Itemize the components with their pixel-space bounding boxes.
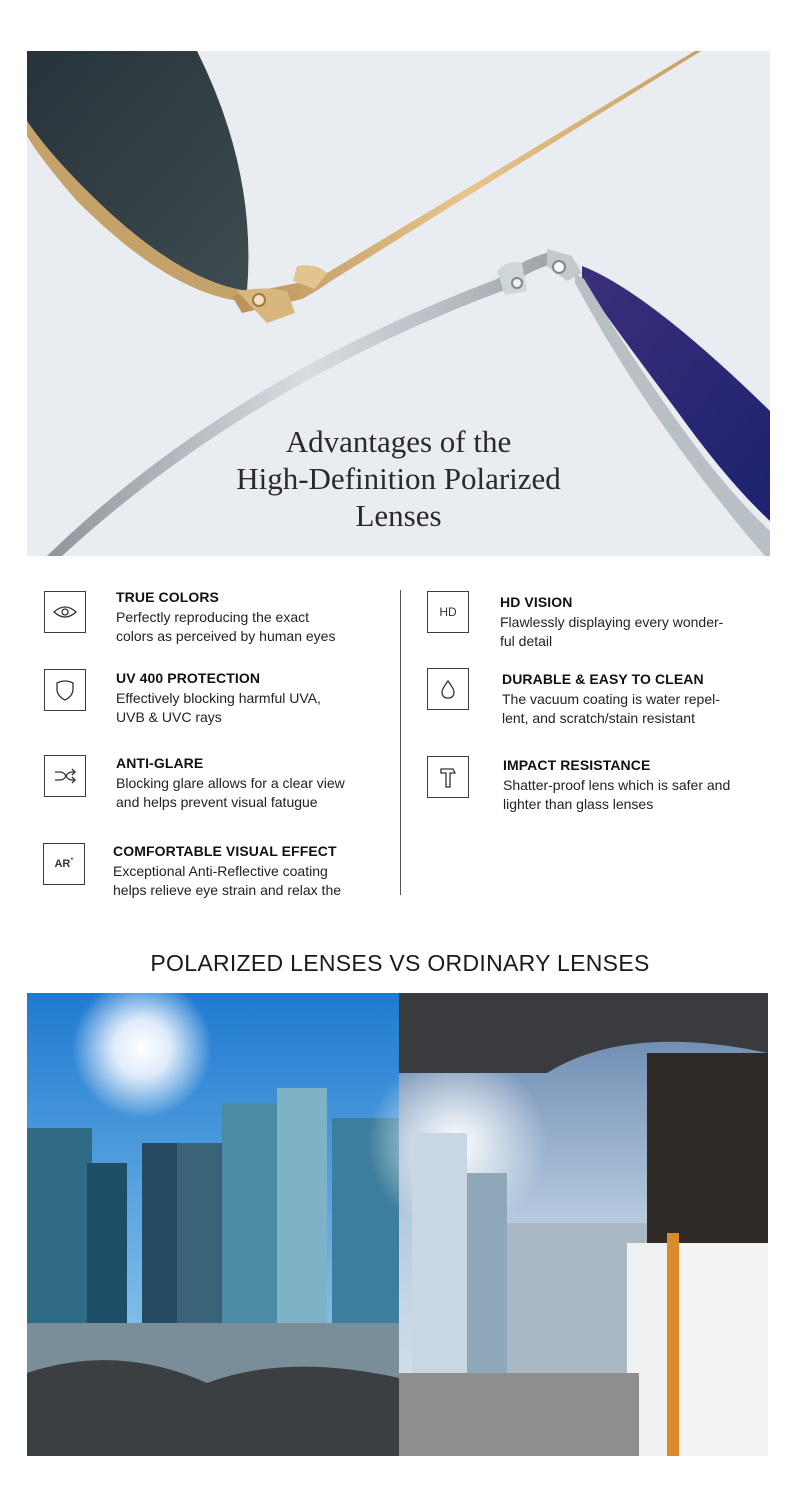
- feature-desc-line: lent, and scratch/stain resistant: [502, 710, 695, 726]
- comparison-title: POLARIZED LENSES VS ORDINARY LENSES: [150, 950, 650, 976]
- feature-desc-line: ful detail: [500, 633, 553, 649]
- feature-desc-line: and helps prevent visual fatugue: [116, 794, 318, 810]
- feature-desc-line: Perfectly reproducing the exact: [116, 609, 309, 625]
- hero-title-line: Advantages of the: [285, 424, 512, 459]
- hd-icon: HD: [427, 591, 469, 633]
- feature-desc-line: The vacuum coating is water repel-: [502, 691, 720, 707]
- hero-title-line: Lenses: [355, 498, 442, 533]
- feature-title: IMPACT RESISTANCE: [503, 757, 651, 773]
- feature-desc-line: lighter than glass lenses: [503, 796, 654, 812]
- feature-desc-line: Flawlessly displaying every wonder-: [500, 614, 724, 630]
- shuffle-icon: [44, 755, 86, 797]
- column-divider: [400, 590, 401, 895]
- feature-title: UV 400 PROTECTION: [116, 670, 261, 686]
- feature-desc-line: Blocking glare allows for a clear view: [116, 775, 345, 791]
- feature-title: DURABLE & EASY TO CLEAN: [502, 671, 704, 687]
- features-section: [0, 580, 800, 900]
- ar-icon: AR *: [43, 843, 85, 885]
- feature-title: COMFORTABLE VISUAL EFFECT: [113, 843, 337, 859]
- hero-title: [27, 423, 770, 534]
- feature-title: ANTI-GLARE: [116, 755, 204, 771]
- eye-icon: [44, 591, 86, 633]
- feature-desc-line: colors as perceived by human eyes: [116, 628, 336, 644]
- comparison-photo: [27, 993, 768, 1456]
- feature-desc-line: Exceptional Anti-Reflective coating: [113, 863, 328, 879]
- feature-title: TRUE COLORS: [116, 589, 219, 605]
- feature-desc-line: Shatter-proof lens which is safer and: [503, 777, 731, 793]
- water-drop-icon: [427, 668, 469, 710]
- feature-desc-line: Effectively blocking harmful UVA,: [116, 690, 321, 706]
- city-comparison-illustration: [27, 993, 768, 1456]
- feature-desc-line: helps relieve eye strain and relax the: [113, 882, 342, 898]
- hammer-icon: [427, 756, 469, 798]
- hero-banner: [27, 51, 770, 556]
- feature-title: HD VISION: [500, 594, 573, 610]
- hero-title-line: High-Definition Polarized: [236, 461, 561, 496]
- shield-icon: [44, 669, 86, 711]
- feature-desc-line: UVB & UVC rays: [116, 709, 222, 725]
